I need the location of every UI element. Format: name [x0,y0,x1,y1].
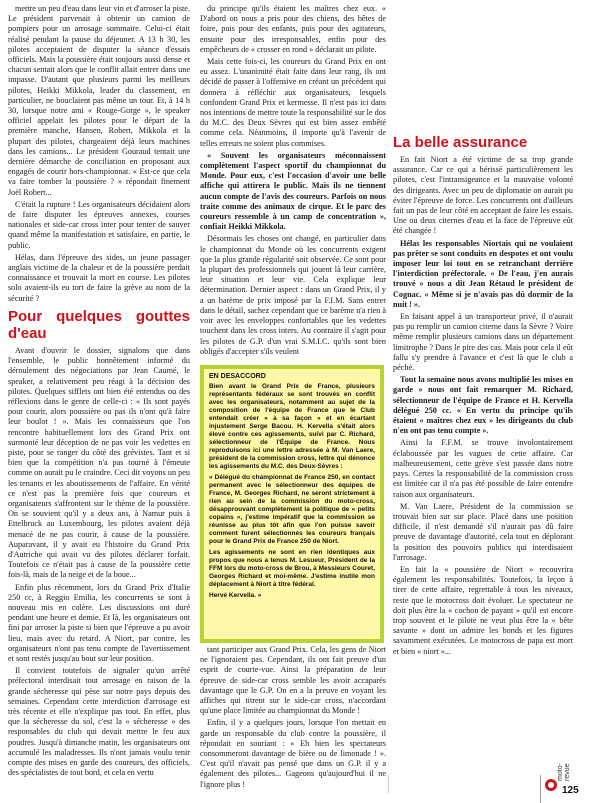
quote-paragraph: « Souvent les organisateurs méconnaissent complètement l'aspect sportif du championnat du Monde. Pour eux, c'est l'occasion d'avoir une belle affiche qui attirera le public. Mais ils ne tiennent aucun compte de l'avis des coureurs. Parfois on nous traite comme des animaux de cirque. Et le parc des coureurs ressemble à un camp de concentration », confiait Heikki Mikkola. [200,150,386,232]
column-1 [8,4,190,780]
column-3 [393,4,573,659]
sidebar-box-content [204,369,380,639]
page-footer [0,763,589,803]
sidebar-box [200,365,384,643]
divider [388,775,389,793]
section-heading: Pour quelques gouttes d'eau [8,307,190,342]
paragraph: Hélas les responsables Niortais qui ne voulaient pas prêter se sont conduits en despotes et ont voulu imposer leur loi tout en se retranchant derrière l'interdiction préfectorale. « De l'eau, j'en aurais trouvé » nous a dit Jean Rétaud le président de Cognac. « Même si je n'avais pas dû dormir de la nuit ! ». [393,238,573,309]
sidebar-box-title: EN DESACCORD [209,373,266,380]
paragraph: Il convient toutefois de signaler qu'un arrêté préfectoral interdisait tout arrosage en raison de la grande sécheresse qui pèse sur notre pays depuis des semaines. Cependant cette interdiction d'arrosage est très récente et elle n'explique pas tout. En effet, plus que la sécheresse du sol, c'est la « sécheresse » des responsables du club qui devait mettre le feu aux poudres. Jusqu'à dimanche matin, les organisateurs ont accumulé les maladresses. Ils n'ont jamais voulu tenir compte des mises en garde des coureurs, des officiels, des spécialistes de tout bord, et cela en vertu [8,666,190,778]
paragraph: En fait la « poussière de Niort » recouvrira également les responsabilités. Toutefois, la leçon à tirer de cette affaire, regrettable à tous les niveaux, reste que le motocross doit évoluer. Le spectateur ne doit plus être la « cochon de payant » qu'il est encore trop souvent et le pilote ne veut plus être la « bête savante » dont on admire les bonds et les figures savamment exécutées. Le motocross de papa est mort et bien « niort »... [393,564,573,656]
paragraph: Enfin plus récemment, lors du Grand Prix d'Italie 250 cc, à Reggio Emilia, les concurrents se sont à nouveau mis en colère. Les discussions ont duré pendant une heure et demie. Et là, les organisateurs ont fini par arroser la piste si bien que l'épreuve a pu avoir lieu, mais avec du retard. A Niort, par contre, les organisateurs n'ont pas tenu compte de l'avertissement et sont restés jusqu'au bout sur leur position. [8,582,190,663]
paragraph: Hélas, dans l'épreuve des sides, un jeune passager anglais victime de la chaleur et de la poussière perdait connaissance et trouvait la mort en course. Les pilotes solo avaient-ils eu tort de faire la grève au nom de la sécurité ? [8,252,190,303]
paragraph: mettre un peu d'eau dans leur vin et d'arroser la piste. Le président parvenait à obtenir un camion de pompiers pour un arrosage sommaire. Celui-ci était réalisé pendant la pause du déjeuner. A 13 h 30, les pilotes acceptaient de disputer la séance d'essais officiels. Mais la poussière était toujours aussi dense et chacun sentait alors que le conflit allait entrer dans une impasse. D'autant que plusieurs parmi les meilleurs pilotes, Heikki Mikkola, leader du classement, en particulier, ne bouclaient pas même un tour. Et, à 14 h 30, lorsque notre ami « Rouge-Gorge », le speaker officiel appelait les pilotes pour le départ de la première manche, Hansen, Robert, Mikkola et la plupart des pilotes, chargeaient déjà leurs machines dans les camions... Le président Gouraud tentait une dernière démarche de conciliation en proposant aux engagés de courir hors-championnat. « Est-ce que cela va faire tomber la poussière ? » répondait finement Joël Robert... [8,4,190,197]
paragraph: Avant d'ouvrir le dossier, signalons que dans l'ensemble, le public honnêtement informé du déroulement des négociations par Jean Caumé, le speaker, a relativement peu réagi à la décision des pilotes. Quelques sifflets ont bien été entendus ou des réflexions dans le genre de celle-ci : « Ils sont payés pour courir, alors poussière ou pas ils n'ont qu'à faire leur boulot ! ». Mais les connaisseurs que l'on rencontre habituellement lors des Grand Prix ont surmonté leur déception de ne pas voir les vedettes en piste, pour se ranger du côté des grévistes. Tant et si bien que la compétition n'a pas tourné à l'émeute comme on aurait pu le craindre. Ceci dit voyons un peu les tenants et les aboutissements de l'affaire. En vérité ce n'est pas la première fois que coureurs et organisateurs s'affrontent sur le thème de la poussière. On se souvient qu'il y a deux ans, à Namur puis à Ettelbruck au Luxembourg, les pilotes avaient déjà menacé de ne pas courir, à cause de la poussière. Auparavant, il y avait eu l'histoire du Grand Prix d'Autriche qui avait vu des pilotes déclarer forfait. Toutefois ce n'était pas à cause de la poussière cette fois-là, mais de la neige et de la boue... [8,345,190,580]
paragraph: M. Van Laere, Président de la commission se trouvait bien sur sur place. Placé dans une position difficile, il n'est demandé s'il n'aurait pas dû faire preuve de davantage d'autorité, cela tout en déplorant la position des pouvoirs publics qui interdisaient l'arrosage. [393,501,573,562]
paragraph: Désormais les choses ont changé, en particulier dans le championnat du Monde où les concurrents exigent que la plus grande régularité soit observée. Ce sont pour la plupart des professionnels qui jouent là leur carrière, leur situation et leur vie. Cela explique leur détermination. Dernier aspect : dans un Grand Prix, il y a un barème de prix imposé par la F.I.M. Sans entrer dans le détail, sachez cependant que ce barème n'a rien à voir avec les enveloppes confortables que les vedettes touchent dans les cross inters. Au contraire il s'agit pour les pilotes de G.P. d'un vrai S.M.I.C. qu'ils sont bien obligés d'accepter s'ils veulent [200,234,386,356]
paragraph: Enfin, il y a quelques jours, lorsque l'on mettait en garde un responsable du club contre la poussière, il répondait en souriant : « Eh bien les spectateurs consommeront davantage de bière ou de limonade ! ». C'est qu'il n'avait pas pensé que dans un G.P. il y a également des pilotes... Gageons qu'aujourd'hui il ne l'ignore plus ! [200,718,386,789]
divider [540,775,541,803]
paragraph: du principe qu'ils étaient les maîtres chez eux. « D'abord on nous a pris pour des chiens, des bêtes de foire, puis pour des enfants, puis pour des agitateurs, ensuite pour des irresponsables, enfin pour des empêcheurs de « crosser en rond » déclarait un pilote. [200,4,386,54]
sidebar-box-signature: Hervé Kervella. » [209,592,262,599]
page-number: 125 [562,785,579,796]
column-2-continued [200,645,386,792]
paragraph: C'était la rupture ! Les organisateurs décidaient alors de faire disputer les épreuves annexes, courses nationales et side-car cross inter pour tenter de sauver quand même la manifestation et satisfaire, en partie, le public. [8,199,190,250]
paragraph: En faisant appel à un transporteur privé, il n'aurait pas pu remplir un camion citerne dans la Sèvre ? Voire même remplir plusieurs camions dans un département limitrophe ? Dans le pire des cas. Mais pour cela il eût fallu s'y prendre à l'avance et c'est là que le club a péché. [393,312,573,373]
paragraph: Tout la semaine nous avons multiplié les mises en garde » nous ont fait remarquer M. Richard, sélectionneur de l'équipe de France et H. Kervella délégué 250 cc. « En vertu du principe qu'ils étaient « maîtres chez eux » les dirigeants du club n'en ont pas tenu compte ». [393,375,573,436]
brand-logo-icon [545,779,557,791]
paragraph: En fait Niort a été victime de sa trop grande assurance. Car ce qui a hérissé particulièrement les pilotes, c'est l'intransigeance et la mauvaise volonté des dirigeants. Avec un peu de diplomatie on aurait pu éviter l'épreuve de force. Les concurrents ont d'ailleurs fait un pas de leur côté en acceptant de faire les essais. Une ou deux citernes d'eau et la face de l'épreuve eût été changée ! [393,155,573,236]
sidebar-box-paragraph: Les agissements ne sont en rien identiques aux propos que nous a tenus M. Lesueur, Président de la FFM lors du moto-cross de Brou, à Messieurs Couret, Georges Richard et moi-même. J'estime inutile mon déplacement à Niort à titre fédéral. [209,549,375,588]
brand-name: moto-revue [557,763,571,781]
paragraph: tant participer aux Grand Prix. Cela, les gens de Niort ne l'ignoraient pas. Cependant, ils ont fait preuve d'un esprit de courte-vue. Ainsi la préparation de leur épreuve de side-car cross semble les avoir accaparés davantage que le G.P. On en a la preuve en voyant les affiches qui titrent sur le side-car cross, n'accordant qu'une place limitée au championnat du Monde ! [200,645,386,716]
section-heading: La belle assurance [393,134,528,151]
paragraph: Ainsi la F.F.M. se trouve involontairement éclaboussée par les vagues de cette affaire. Car malheureusement, cette grève s'est passée dans notre pays. Certes la responsabilité de la commission cross est limitée car il n'a pas été possible de faire entendre raison aux organisateurs. [393,438,573,499]
sidebar-box-paragraph: Bien avant le Grand Prix de France, plusieurs représentants fédéraux se sont trouvés en conflit avec les organisateurs, notamment au sujet de la composition de l'équipe de France que le Club entendait créer « à sa façon » et en écartant injustement Serge Bacou. H. Kervella s'était alors élevé contre ces agissements, suivi par C. Richard, sélectionneur de l'Équipe de France. Nous reproduisons ici une lettre adressée à M. Van Laere, président de la commission cross, lettre qui dénonce les agissements du M.C. des Deux-Sèvres : [209,383,375,470]
sidebar-box-paragraph: « Délégué du championnat de France 250, en contact permanent avec le sélectionneur des équipes de France, M. Georges Richard, ne seront strictement à rien au sein de la commission du moto-cross, désapprouvant complètement la politique de « petits copains », j'estime impératif que la commission se réunisse au plus tôt afin que l'on puisse savoir comment furent sélectionnés les coureurs français pour le Grand Prix de France 250 de Niort. [209,474,375,545]
paragraph: Mais cette fois-ci, les coureurs du Grand Prix en ont eu assez. L'unanimité était faite dans leur rang, ils ont décidé de passer à l'offensive en créant un précédent qui donnera à réfléchir aux organisateurs, lesquels confondent Grand Prix et kermesse. Il n'est pas ici dans nos intentions de mettre toute la responsabilité sur le dos du M.C. des Deux Sèvres qui est bien assez embêté comme cela. Néanmoins, il importe qu'à l'avenir de telles erreurs ne soient plus commises. [200,57,386,148]
column-2 [200,4,386,359]
